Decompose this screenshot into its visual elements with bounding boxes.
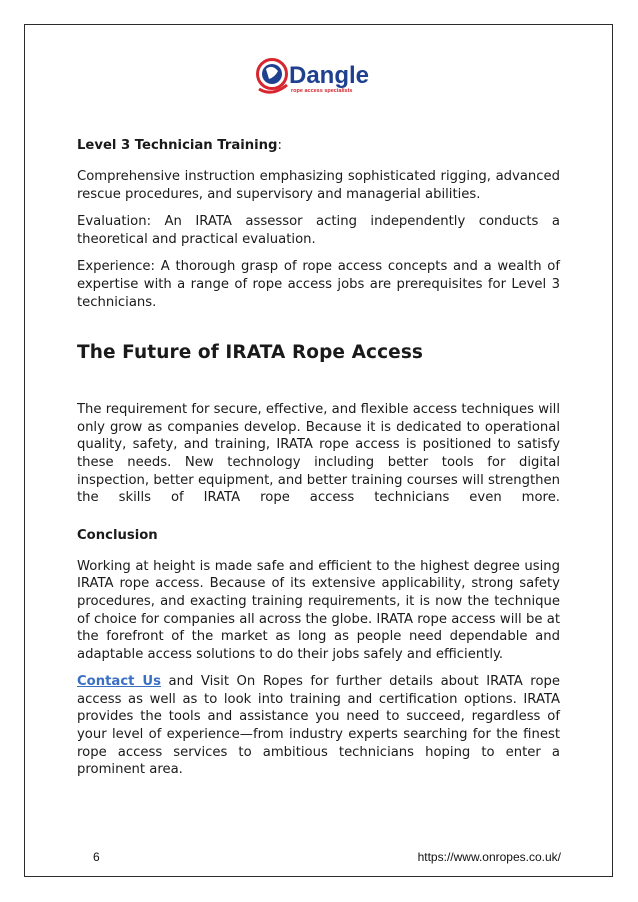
dangle-logo (255, 55, 385, 99)
contact-us-link[interactable]: Contact Us (77, 674, 161, 690)
dangle-logo-icon (255, 55, 385, 99)
conclusion-heading: Conclusion (77, 527, 158, 543)
contact-paragraph: Contact Us and Visit On Ropes for further details about IRATA rope access as well as to look into training and certification options. IRATA provides the tools and assistance you need to succeed, regardless of your level of experience—from industry experts searching for the finest rope access services to ambitious technicians hoping to enter a prominent area. (77, 674, 560, 778)
level3-experience: Experience: A thorough grasp of rope access concepts and a wealth of expertise with a range of rope access jobs are prerequisites for Level 3 technicians. (77, 259, 560, 310)
level3-heading: Level 3 Technician Training: (77, 138, 282, 153)
logo-tagline: rope access specialists (291, 88, 353, 94)
future-paragraph: The requirement for secure, effective, and flexible access techniques will only grow as companies develop. Because it is dedicated to operational quality, safety, and training, IRATA rope access is positioned to satisfy these needs. New technology including better tools for digital inspection, better equipment, and better training courses will strengthen the skills of IRATA rope access technicians even more. (77, 402, 560, 506)
conclusion-paragraph: Working at height is made safe and efficient to the highest degree using IRATA rope access. Because of its extensive applicability, strong safety procedures, and exacting training requirements, it is now the technique of choice for companies all across the globe. IRATA rope access will be at the forefront of the market as long as people need dependable and adaptable access solutions to do their jobs safely and efficiently. (77, 558, 560, 662)
page-number: 6 (93, 850, 100, 864)
future-heading: The Future of IRATA Rope Access (77, 342, 424, 364)
footer-url: https://www.onropes.co.uk/ (417, 850, 561, 864)
level3-evaluation: Evaluation: An IRATA assessor acting independently conducts a theoretical and practical evaluation. (77, 214, 560, 247)
level3-instruction: Comprehensive instruction emphasizing sophisticated rigging, advanced rescue procedures, and supervisory and managerial abilities. (77, 169, 560, 202)
logo-wordmark: Dangle (289, 62, 370, 89)
document-body (77, 137, 560, 779)
